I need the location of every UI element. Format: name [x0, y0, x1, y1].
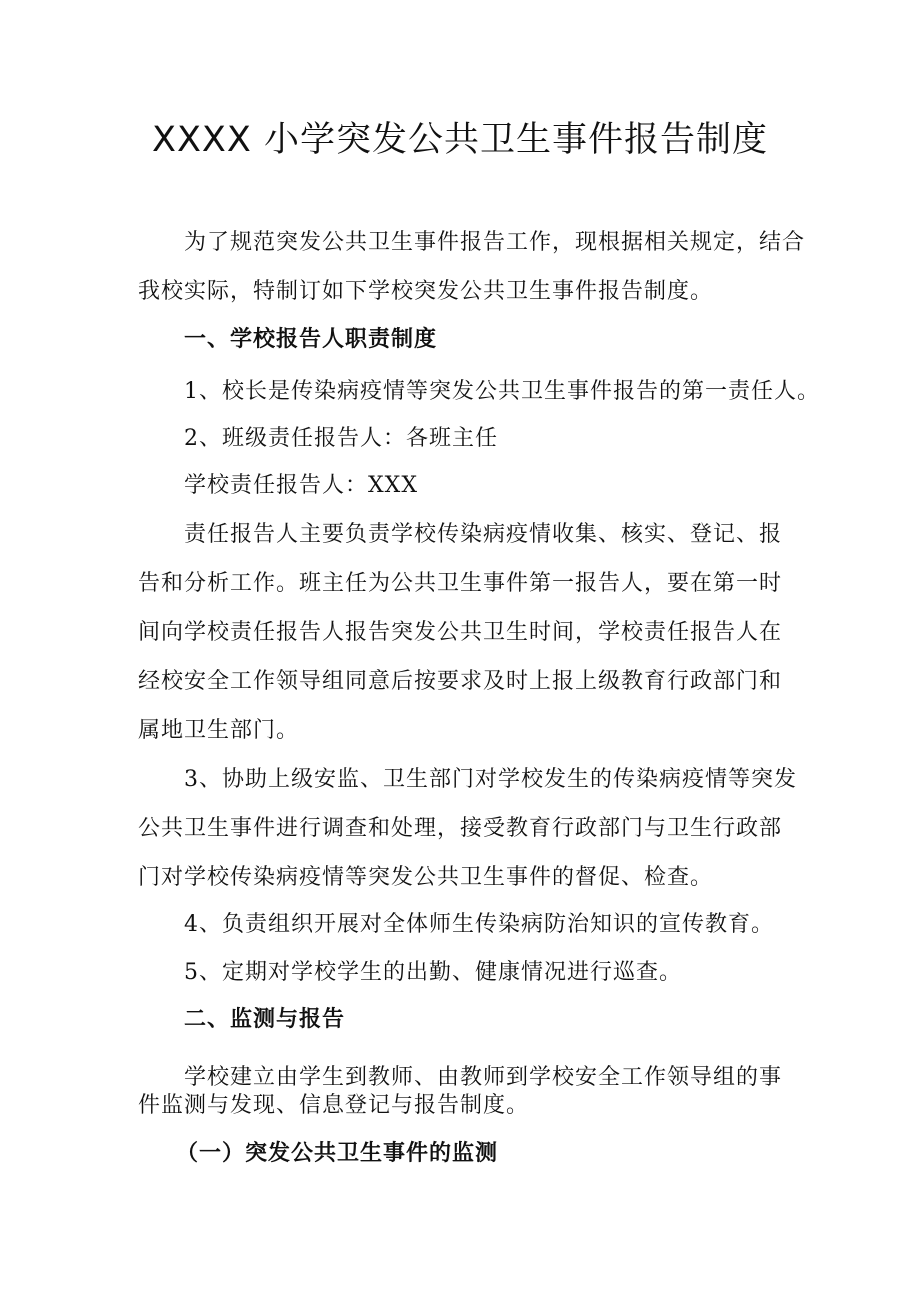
- duties-paragraph: [138, 510, 798, 755]
- duties-line-2: 告和分析工作。班主任为公共卫生事件第一报告人，要在第一时: [138, 571, 783, 596]
- section2-line-1: 学校建立由学生到教师、由教师到学校安全工作领导组的事: [184, 1065, 783, 1090]
- section2-paragraph: [138, 1064, 798, 1120]
- item3-line-2: 公共卫生事件进行调查和处理，接受教育行政部门与卫生行政部: [138, 816, 783, 841]
- item3-line-1: 3、协助上级安监、卫生部门对学校发生的传染病疫情等突发: [184, 767, 797, 792]
- section1-item-2: 2、班级责任报告人：各班主任: [184, 426, 498, 451]
- duties-line-3: 间向学校责任报告人报告突发公共卫生时间，学校责任报告人在: [138, 620, 783, 645]
- section2-line-2: 件监测与发现、信息登记与报告制度。: [138, 1093, 530, 1118]
- duties-line-4: 经校安全工作领导组同意后按要求及时上报上级教育行政部门和: [138, 669, 783, 694]
- section1-heading: 一、学校报告人职责制度: [184, 327, 438, 352]
- document-title: XXXX 小学突发公共卫生事件报告制度: [151, 120, 769, 160]
- section1-item-3: [138, 755, 798, 902]
- intro-line-2: 我校实际，特制订如下学校突发公共卫生事件报告制度。: [138, 279, 714, 304]
- duties-line-1: 责任报告人主要负责学校传染病疫情收集、核实、登记、报: [184, 522, 783, 547]
- section1-item-4: 4、负责组织开展对全体师生传染病防治知识的宣传教育。: [184, 912, 774, 937]
- school-reporter: 学校责任报告人：XXX: [184, 473, 418, 498]
- intro-paragraph: [138, 218, 806, 316]
- section2-heading: 二、监测与报告: [184, 1007, 346, 1032]
- item3-line-3: 门对学校传染病疫情等突发公共卫生事件的督促、检查。: [138, 865, 714, 890]
- section1-item-1: 1、校长是传染病疫情等突发公共卫生事件报告的第一责任人。: [184, 379, 820, 404]
- section1-item-5: 5、定期对学校学生的出勤、健康情况进行巡查。: [184, 960, 682, 985]
- intro-line-1: 为了规范突发公共卫生事件报告工作，现根据相关规定，结合: [184, 230, 806, 255]
- section2-subheading-1: （一）突发公共卫生事件的监测: [176, 1141, 499, 1166]
- duties-line-5: 属地卫生部门。: [138, 718, 300, 743]
